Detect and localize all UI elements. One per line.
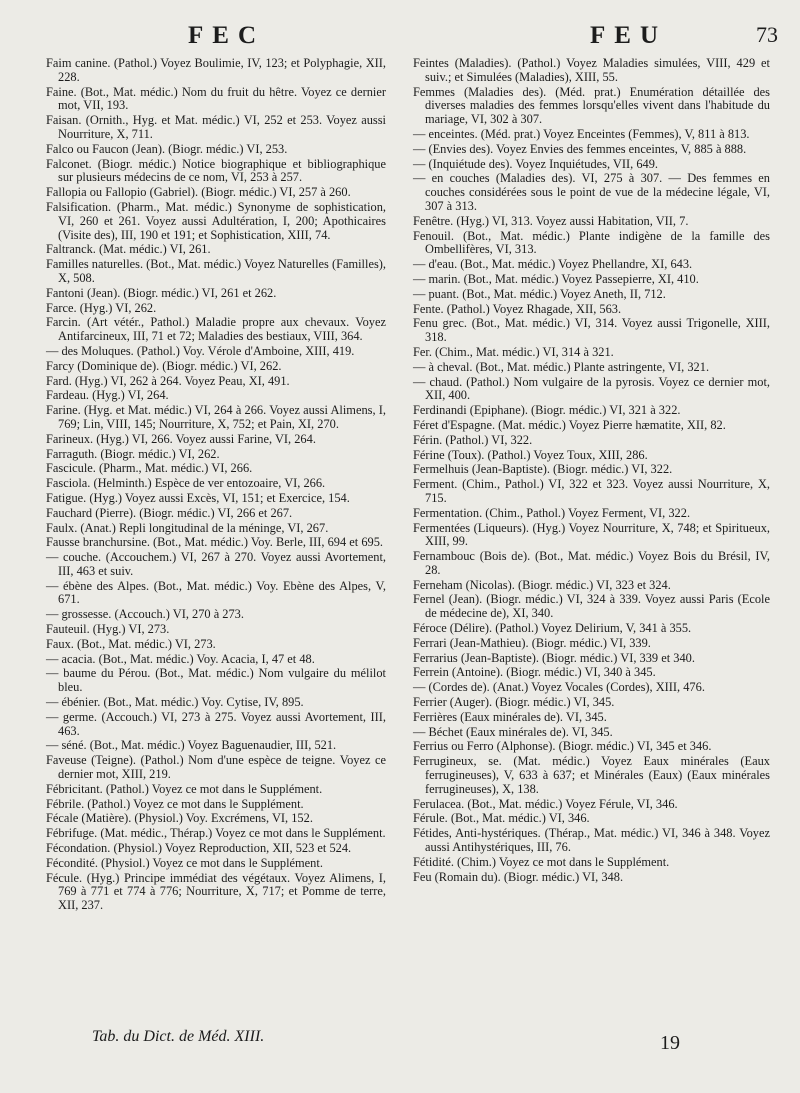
index-entry: Ferneham (Nicolas). (Biogr. médic.) VI, 323 et 324. — [413, 577, 671, 592]
right-column — [413, 57, 770, 885]
index-entry: Fer. (Chim., Mat. médic.) VI, 314 à 321. — [413, 344, 614, 359]
index-entry: Fardeau. (Hyg.) VI, 264. — [46, 388, 169, 403]
index-entry: — marin. (Bot., Mat. médic.) Voyez Passepierre, XI, 410. — [413, 271, 699, 286]
index-entry: — ébénier. (Bot., Mat. médic.) Voy. Cytise, IV, 895. — [46, 695, 304, 710]
page-number: 73 — [756, 22, 778, 47]
index-entry: Farcin. (Art vétér., Pathol.) Maladie propre aux chevaux. Voyez Antifarcineux, III, 71 et 72; Maladies des bestiaux, VIII, 364. — [46, 315, 386, 344]
index-entry: Fente. (Pathol.) Voyez Rhagade, XII, 563. — [413, 301, 622, 316]
index-entry: — chaud. (Pathol.) Nom vulgaire de la pyrosis. Voyez ce dernier mot, XII, 400. — [413, 374, 770, 403]
index-entry: Ferment. (Chim., Pathol.) VI, 322 et 323. Voyez aussi Nourriture, X, 715. — [413, 477, 770, 505]
index-entry: Férin. (Pathol.) VI, 322. — [413, 432, 533, 447]
index-entry: Falsification. (Pharm., Mat. médic.) Synonyme de sophistication, VI, 260 et 261. Voyez aussi Adultération, I, 200; Apothicaires (Visite des), III, 190 et 191; et Sophistication, XIII, 74. — [46, 199, 386, 242]
index-entry: — puant. (Bot., Mat. médic.) Voyez Aneth, II, 712. — [413, 286, 666, 301]
index-entry: Faine. (Bot., Mat. médic.) Nom du fruit du hêtre. Voyez ce dernier mot, VII, 193. — [46, 84, 386, 113]
index-entry: Feu (Romain du). (Biogr. médic.) VI, 348. — [413, 869, 624, 884]
index-entry: Faux. (Bot., Mat. médic.) VI, 273. — [46, 636, 216, 651]
index-entry: Fauteuil. (Hyg.) VI, 273. — [46, 622, 170, 637]
index-entry: Falconet. (Biogr. médic.) Notice biographique et bibliographique sur plusieurs médecins de ce nom, VI, 253 à 257. — [46, 156, 386, 185]
index-entry: — acacia. (Bot., Mat. médic.) Voy. Acacia, I, 47 et 48. — [46, 651, 315, 666]
index-entry: Ferrarius (Jean-Baptiste). (Biogr. médic.) VI, 339 et 340. — [413, 650, 695, 665]
index-entry: — des Moluques. (Pathol.) Voy. Vérole d'Amboine, XIII, 419. — [46, 343, 355, 358]
index-entry: — en couches (Maladies des). VI, 275 à 307. — Des femmes en couches considérées sous le point de vue de la médecine légale, VI, 307 à 313. — [413, 171, 770, 213]
index-entry: Fenouil. (Bot., Mat. médic.) Plante indigène de la famille des Ombellifères, VI, 313. — [413, 228, 770, 257]
index-entry: — séné. (Bot., Mat. médic.) Voyez Baguenaudier, III, 521. — [46, 738, 337, 753]
index-entry: Farcy (Dominique de). (Biogr. médic.) VI, 262. — [46, 358, 282, 373]
index-entry: Férule. (Bot., Mat. médic.) VI, 346. — [413, 811, 590, 826]
index-entry: Fébrile. (Pathol.) Voyez ce mot dans le Supplément. — [46, 796, 304, 811]
index-entry: Ferrugineux, se. (Mat. médic.) Voyez Eaux minérales (Eaux ferrugineuses), V, 633 à 637; et Minérales (Eaux) (Eaux minérales ferrugineuses), X, 138. — [413, 754, 770, 796]
index-entry: Farineux. (Hyg.) VI, 266. Voyez aussi Farine, VI, 264. — [46, 431, 316, 446]
index-entry: Femmes (Maladies des). (Méd. prat.) Enumération détaillée des diverses maladies des femmes lorsqu'elles vivent dans l'habitude du mariage, VI, 302 à 307. — [413, 84, 770, 127]
index-entry: — grossesse. (Accouch.) VI, 270 à 273. — [46, 607, 244, 622]
index-entry: Faulx. (Anat.) Repli longitudinal de la méninge, VI, 267. — [46, 520, 329, 535]
index-entry: — ébène des Alpes. (Bot., Mat. médic.) Voy. Ebène des Alpes, V, 671. — [46, 578, 386, 607]
index-entry: — (Cordes de). (Anat.) Voyez Vocales (Cordes), XIII, 476. — [413, 680, 705, 695]
index-entry: Fermentation. (Chim., Pathol.) Voyez Ferment, VI, 322. — [413, 505, 691, 520]
index-entry: — d'eau. (Bot., Mat. médic.) Voyez Phellandre, XI, 643. — [413, 257, 693, 272]
index-entry: Fécondité. (Physiol.) Voyez ce mot dans le Supplément. — [46, 855, 323, 870]
index-entry: Farce. (Hyg.) VI, 262. — [46, 300, 157, 315]
index-entry: Férine (Toux). (Pathol.) Voyez Toux, XIII, 286. — [413, 447, 648, 462]
index-entry: Fenu grec. (Bot., Mat. médic.) VI, 314. Voyez aussi Trigonelle, XIII, 318. — [413, 316, 770, 345]
index-entry: Ferrier (Auger). (Biogr. médic.) VI, 345. — [413, 695, 615, 710]
index-entry: Fétides, Anti-hystériques. (Thérap., Mat. médic.) VI, 346 à 348. Voyez aussi Antihystériques, III, 76. — [413, 826, 770, 855]
index-entry: Fard. (Hyg.) VI, 262 à 264. Voyez Peau, XI, 491. — [46, 373, 290, 388]
index-entry: Fécale (Matière). (Physiol.) Voy. Excrémens, VI, 152. — [46, 811, 313, 826]
index-entry: Fatigue. (Hyg.) Voyez aussi Excès, VI, 151; et Exercice, 154. — [46, 490, 350, 505]
index-entry: Ferulacea. (Bot., Mat. médic.) Voyez Férule, VI, 346. — [413, 796, 678, 811]
index-entry: Ferrein (Antoine). (Biogr. médic.) VI, 340 à 345. — [413, 665, 656, 680]
index-entry: Fermelhuis (Jean-Baptiste). (Biogr. médic.) VI, 322. — [413, 462, 673, 477]
index-entry: — germe. (Accouch.) VI, 273 à 275. Voyez aussi Avortement, III, 463. — [46, 709, 386, 738]
index-entry: Fébrifuge. (Mat. médic., Thérap.) Voyez ce mot dans le Supplément. — [46, 826, 386, 841]
running-footer: Tab. du Dict. de Méd. XIII. — [92, 1028, 265, 1045]
header-left-word: FEC — [188, 22, 265, 49]
signature-mark: 19 — [660, 1032, 680, 1054]
index-entry: Ferrières (Eaux minérales de). VI, 345. — [413, 709, 607, 724]
index-entry: Faim canine. (Pathol.) Voyez Boulimie, IV, 123; et Polyphagie, XII, 228. — [46, 56, 386, 84]
index-entry: Faisan. (Ornith., Hyg. et Mat. médic.) VI, 252 et 253. Voyez aussi Nourriture, X, 711. — [46, 113, 386, 141]
index-entry: Fernel (Jean). (Biogr. médic.) VI, 324 à 339. Voyez aussi Paris (Ecole de médecine de), XI, 340. — [413, 592, 770, 621]
index-entry: Ferrari (Jean-Mathieu). (Biogr. médic.) VI, 339. — [413, 635, 651, 650]
index-entry: — (Inquiétude des). Voyez Inquiétudes, VII, 649. — [413, 156, 659, 171]
index-entry: Faveuse (Teigne). (Pathol.) Nom d'une espèce de teigne. Voyez ce dernier mot, XIII, 219. — [46, 753, 386, 782]
index-entry: — couche. (Accouchem.) VI, 267 à 270. Voyez aussi Avortement, III, 463 et suiv. — [46, 550, 386, 578]
index-entry: Fauchard (Pierre). (Biogr. médic.) VI, 266 et 267. — [46, 505, 293, 520]
index-entry: Falco ou Faucon (Jean). (Biogr. médic.) VI, 253. — [46, 141, 288, 156]
index-entry: — baume du Pérou. (Bot., Mat. médic.) Nom vulgaire du mélilot bleu. — [46, 666, 386, 695]
index-entry: — Béchet (Eaux minérales de). VI, 345. — [413, 724, 613, 739]
index-entry: Fallopia ou Fallopio (Gabriel). (Biogr. médic.) VI, 257 à 260. — [46, 185, 351, 200]
index-entry: Ferrius ou Ferro (Alphonse). (Biogr. médic.) VI, 345 et 346. — [413, 739, 712, 754]
header-right-word: FEU — [590, 22, 667, 49]
index-entry: Féret d'Espagne. (Mat. médic.) Voyez Pierre hæmatite, XII, 82. — [413, 417, 726, 432]
index-entry: Fenêtre. (Hyg.) VI, 313. Voyez aussi Habitation, VII, 7. — [413, 213, 689, 228]
left-column — [46, 57, 386, 914]
index-entry: Fasciola. (Helminth.) Espèce de ver entozoaire, VI, 266. — [46, 476, 326, 491]
index-entry: Familles naturelles. (Bot., Mat. médic.) Voyez Naturelles (Familles), X, 508. — [46, 257, 386, 285]
index-entry: Fermentées (Liqueurs). (Hyg.) Voyez Nourriture, X, 748; et Spiritueux, XIII, 99. — [413, 520, 770, 549]
index-entry: Farraguth. (Biogr. médic.) VI, 262. — [46, 446, 220, 461]
index-entry: Ferdinandi (Epiphane). (Biogr. médic.) VI, 321 à 322. — [413, 403, 681, 418]
index-entry: Fausse branchursine. (Bot., Mat. médic.) Voy. Berle, III, 694 et 695. — [46, 535, 384, 550]
index-entry: Faltranck. (Mat. médic.) VI, 261. — [46, 242, 211, 257]
index-entry: — enceintes. (Méd. prat.) Voyez Enceintes (Femmes), V, 811 à 813. — [413, 126, 750, 141]
index-entry: — (Envies des). Voyez Envies des femmes enceintes, V, 885 à 888. — [413, 141, 747, 156]
index-entry: Fantoni (Jean). (Biogr. médic.) VI, 261 et 262. — [46, 285, 277, 300]
index-entry: Fernambouc (Bois de). (Bot., Mat. médic.) Voyez Bois du Brésil, IV, 28. — [413, 549, 770, 577]
index-entry: Farine. (Hyg. et Mat. médic.) VI, 264 à 266. Voyez aussi Alimens, I, 769; Lin, VIII, 145; Nourriture, X, 752; et Pain, XI, 270. — [46, 403, 386, 431]
index-entry: Fétidité. (Chim.) Voyez ce mot dans le Supplément. — [413, 854, 670, 869]
index-entry: Fébricitant. (Pathol.) Voyez ce mot dans le Supplément. — [46, 781, 323, 796]
index-entry: Feintes (Maladies). (Pathol.) Voyez Maladies simulées, VIII, 429 et suiv.; et Simulées (Maladies), XIII, 55. — [413, 56, 770, 84]
index-entry: Fécondation. (Physiol.) Voyez Reproduction, XII, 523 et 524. — [46, 841, 352, 856]
index-entry: — à cheval. (Bot., Mat. médic.) Plante astringente, VI, 321. — [413, 359, 710, 374]
index-entry: Fécule. (Hyg.) Principe immédiat des végétaux. Voyez Alimens, I, 769 à 771 et 774 à 776; Nourriture, X, 717; et Pomme de terre, XII, 237. — [46, 870, 386, 913]
index-entry: Féroce (Délire). (Pathol.) Voyez Delirium, V, 341 à 355. — [413, 621, 692, 636]
index-entry: Fascicule. (Pharm., Mat. médic.) VI, 266. — [46, 461, 253, 476]
page-header — [48, 22, 778, 52]
